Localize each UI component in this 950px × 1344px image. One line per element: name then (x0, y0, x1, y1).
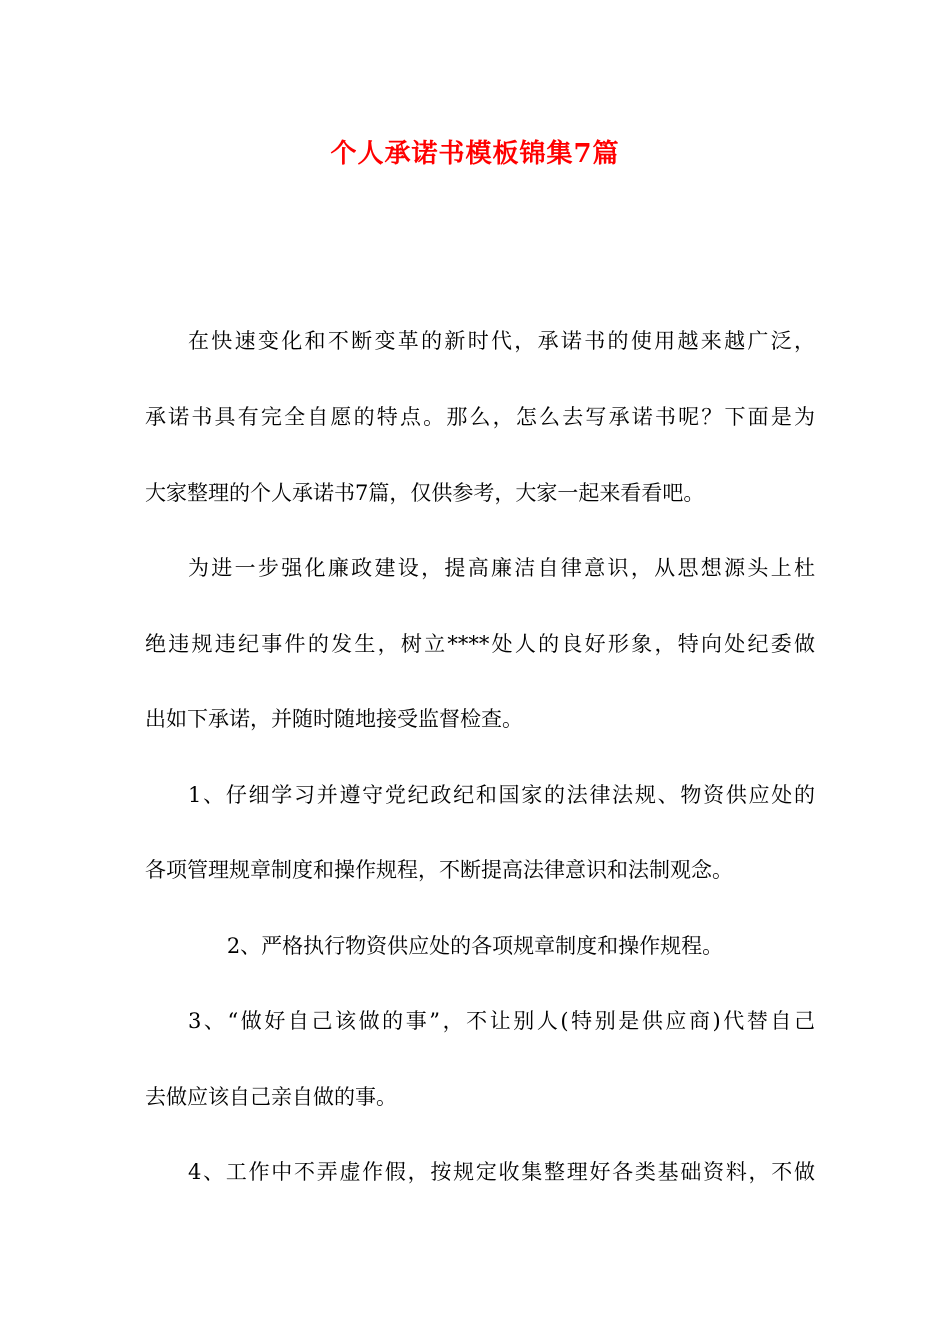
paragraph-line: 为进一步强化廉政建设，提高廉洁自律意识，从思想源头上杜 (188, 556, 815, 580)
paragraph-line: 出如下承诺，并随时随地接受监督检查。 (145, 707, 523, 731)
paragraph-line: 3、“做好自己该做的事”，不让别人(特别是供应商)代替自己 (188, 1009, 815, 1033)
paragraph-line: 在快速变化和不断变革的新时代，承诺书的使用越来越广泛， (188, 329, 815, 353)
document-title: 个人承诺书模板锦集7篇 (330, 139, 620, 169)
paragraph-line: 承诺书具有完全自愿的特点。那么，怎么去写承诺书呢？下面是为 (145, 405, 815, 429)
paragraph-line: 4、工作中不弄虚作假，按规定收集整理好各类基础资料，不做 (188, 1160, 815, 1184)
paragraph-line: 1、仔细学习并遵守党纪政纪和国家的法律法规、物资供应处的 (188, 783, 815, 807)
paragraph-line: 各项管理规章制度和操作规程，不断提高法律意识和法制观念。 (145, 858, 733, 882)
paragraph-line: 绝违规违纪事件的发生，树立****处人的良好形象，特向处纪委做 (145, 632, 815, 656)
paragraph-line: 去做应该自己亲自做的事。 (145, 1085, 397, 1109)
paragraph-line: 2、严格执行物资供应处的各项规章制度和操作规程。 (226, 934, 724, 958)
paragraph-line: 大家整理的个人承诺书7篇，仅供参考，大家一起来看看吧。 (145, 481, 705, 505)
